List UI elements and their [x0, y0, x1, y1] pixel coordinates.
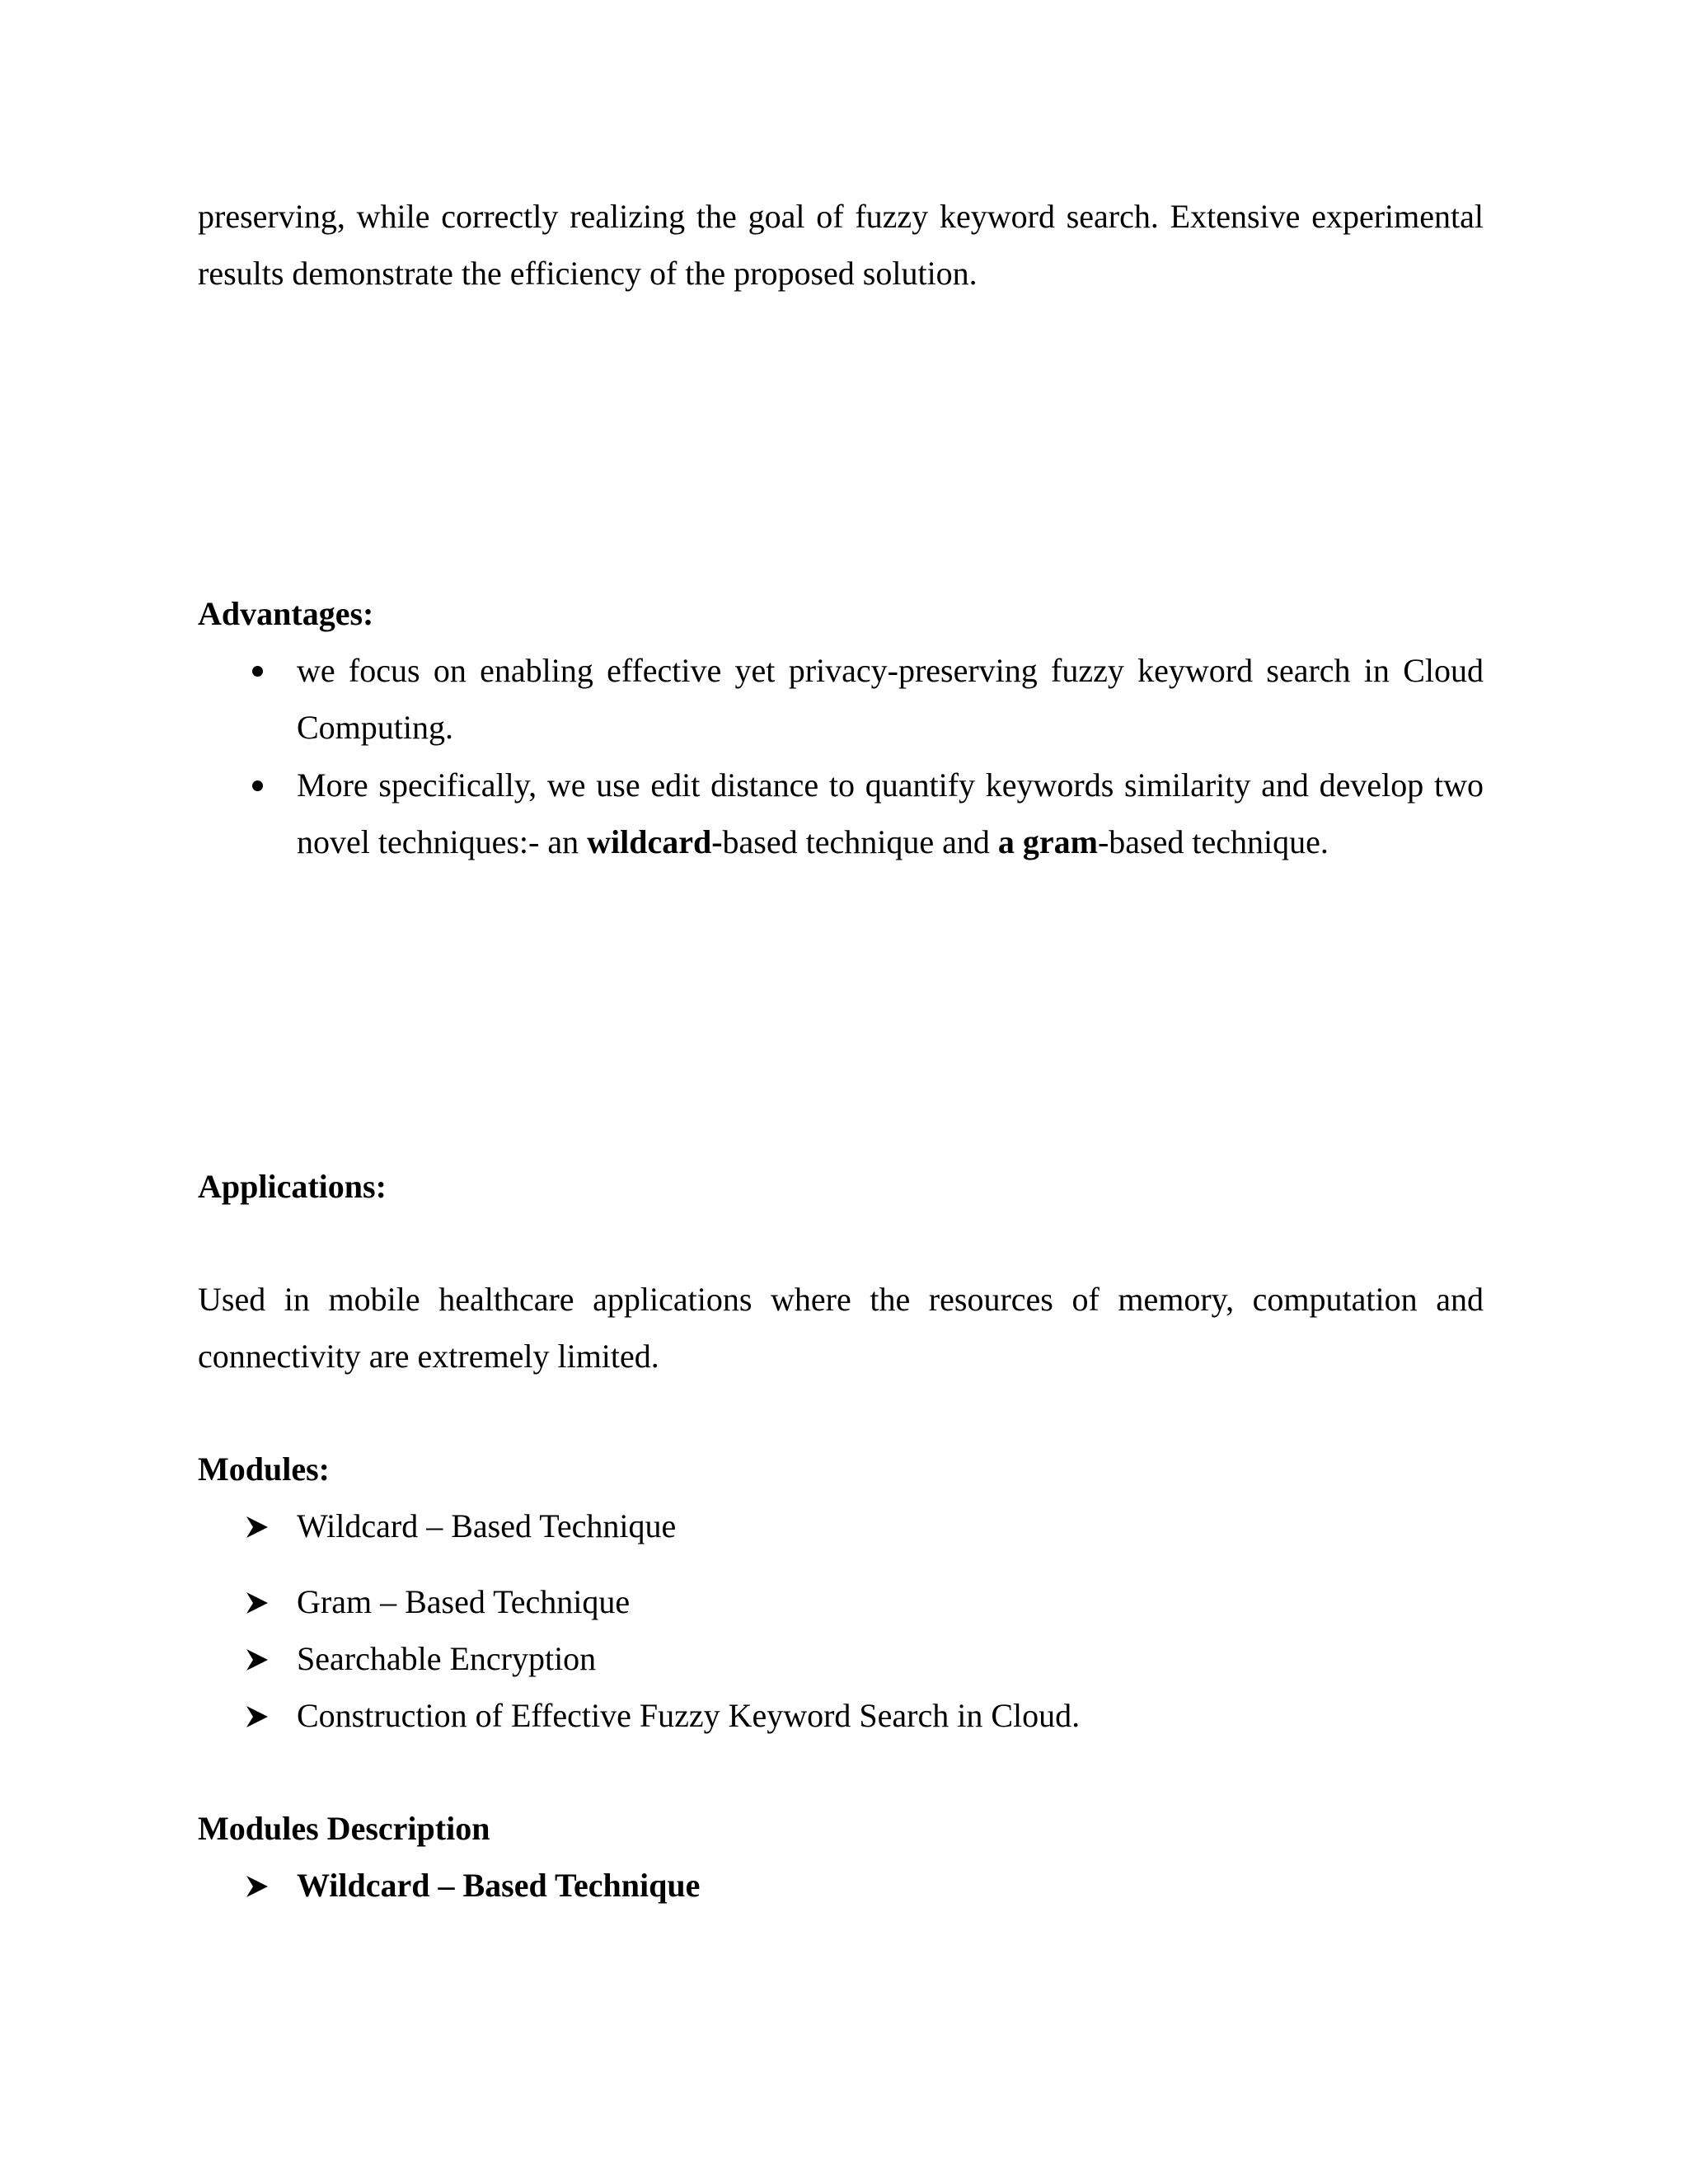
list-item [198, 642, 1484, 756]
module-item-text: Searchable Encryption [297, 1640, 597, 1677]
arrow-bullet-icon [241, 1497, 274, 1554]
bullet-icon [241, 642, 274, 699]
bullet-icon [241, 757, 274, 813]
arrow-bullet-icon [241, 1573, 274, 1630]
modules-description-section [198, 1800, 1484, 1914]
modules-description-heading: Modules Description [198, 1810, 490, 1847]
list-item [198, 1497, 1484, 1554]
applications-body [198, 1271, 1484, 1385]
advantages-list [198, 642, 1484, 870]
module-description-item-text: Wildcard – Based Technique [297, 1867, 701, 1904]
advantages-section [198, 585, 1484, 870]
arrow-bullet-icon [241, 1630, 274, 1687]
applications-heading: Applications: [198, 1168, 387, 1205]
intro-line-1: preserving, while correctly realizing the goal of fuzzy keyword search. Extensive experimental [198, 198, 1484, 235]
modules-description-list [198, 1857, 1484, 1914]
list-item [198, 1857, 1484, 1914]
list-item [198, 757, 1484, 870]
modules-section [198, 1441, 1484, 1744]
bold-term-wildcard: wildcard- [587, 823, 723, 860]
list-item [198, 1573, 1484, 1630]
advantage-item-text: More specifically, we use edit distance to quantify keywords similarity and develop two novel techniques:- an wildcard-based technique and a gram-based technique. [297, 766, 1484, 860]
modules-list [198, 1497, 1484, 1744]
arrow-bullet-icon [241, 1687, 274, 1744]
list-item [198, 1630, 1484, 1687]
advantages-heading: Advantages: [198, 595, 374, 632]
arrow-bullet-icon [241, 1857, 274, 1914]
applications-text: Used in mobile healthcare applications where the resources of memory, computation and connectivity are extremely limited. [198, 1281, 1484, 1375]
advantage-item-text: we focus on enabling effective yet privacy-preserving fuzzy keyword search in Cloud Computing. [297, 652, 1484, 746]
applications-section [198, 1158, 1484, 1215]
module-item-text: Wildcard – Based Technique [297, 1507, 677, 1544]
list-item [198, 1687, 1484, 1744]
modules-heading: Modules: [198, 1451, 330, 1488]
bold-term-gram: a gram [997, 823, 1098, 860]
module-item-text: Gram – Based Technique [297, 1583, 631, 1620]
module-item-text: Construction of Effective Fuzzy Keyword Search in Cloud. [297, 1697, 1081, 1734]
intro-line-2: results demonstrate the efficiency of the proposed solution. [198, 255, 978, 292]
intro-paragraph [198, 188, 1484, 302]
